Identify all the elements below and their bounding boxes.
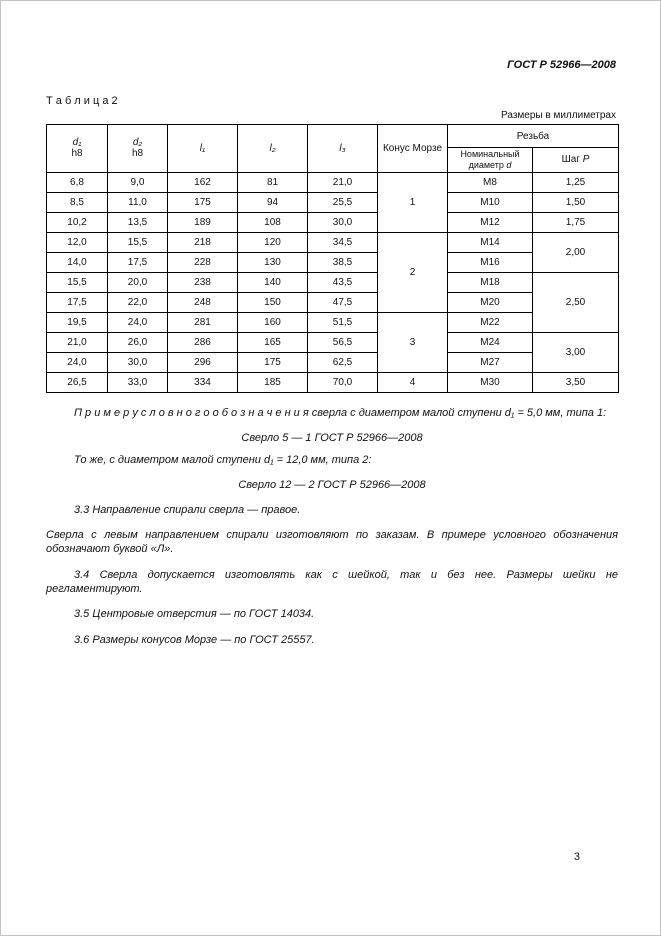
col-header-thread-diameter xyxy=(448,148,533,173)
cell-pitch: 1,50 xyxy=(533,192,619,212)
cell-diam: M24 xyxy=(448,332,533,352)
cell-l2: 120 xyxy=(238,232,308,252)
cell-l1: 238 xyxy=(168,272,238,292)
cell-l1: 189 xyxy=(168,212,238,232)
cell-d1: 15,5 xyxy=(47,272,108,292)
example-intro-spaced: П р и м е р у с л о в н о г о о б о з н а ч е н и я xyxy=(74,406,309,419)
cell-l3: 21,0 xyxy=(308,172,378,192)
note-3-3-continued: Сверла с левым направлением спирали изготовляют по заказам. В примере условного обозначения обозначают буквой «Л». xyxy=(46,529,618,556)
d2-symbol: d₂ xyxy=(132,137,143,149)
pitch-label: Шаг xyxy=(561,154,580,166)
page-number: 3 xyxy=(573,851,580,863)
table-row xyxy=(47,332,619,352)
table-row xyxy=(47,272,619,292)
cell-diam: M8 xyxy=(448,172,533,192)
cell-l3: 43,5 xyxy=(308,272,378,292)
cell-morse: 2 xyxy=(378,232,448,312)
table-body xyxy=(47,172,619,392)
cell-morse: 1 xyxy=(378,172,448,232)
table-caption: Т а б л и ц а 2 xyxy=(46,95,118,107)
example-intro-rest: сверла с диаметром малой ступени d₁ = 5,0 мм, типа 1: xyxy=(311,406,607,419)
table-header xyxy=(47,125,619,173)
cell-d2: 24,0 xyxy=(108,312,168,332)
cell-l1: 248 xyxy=(168,292,238,312)
cell-diam: M27 xyxy=(448,352,533,372)
cell-d2: 22,0 xyxy=(108,292,168,312)
cell-l3: 38,5 xyxy=(308,252,378,272)
cell-l2: 160 xyxy=(238,312,308,332)
cell-d1: 26,5 xyxy=(47,372,108,392)
units-note: Размеры в миллиметрах xyxy=(501,110,616,121)
thread-diameter-symbol: d xyxy=(506,159,512,170)
cell-pitch: 2,50 xyxy=(533,272,619,332)
example-intro xyxy=(46,406,618,420)
cell-d2: 9,0 xyxy=(108,172,168,192)
cell-d1: 17,5 xyxy=(47,292,108,312)
d2-tolerance: h8 xyxy=(131,148,144,160)
cell-d2: 11,0 xyxy=(108,192,168,212)
cell-diam: M22 xyxy=(448,312,533,332)
pitch-symbol: Р xyxy=(582,154,590,166)
cell-d1: 21,0 xyxy=(47,332,108,352)
cell-l1: 175 xyxy=(168,192,238,212)
cell-l3: 70,0 xyxy=(308,372,378,392)
cell-diam: M20 xyxy=(448,292,533,312)
d1-symbol: d₁ xyxy=(72,137,82,149)
col-header-l3: l₃ xyxy=(308,125,378,173)
cell-l1: 218 xyxy=(168,232,238,252)
cell-diam: M30 xyxy=(448,372,533,392)
cell-d2: 33,0 xyxy=(108,372,168,392)
cell-pitch: 2,00 xyxy=(533,232,619,272)
cell-l3: 51,5 xyxy=(308,312,378,332)
note-3-3: 3.3 Направление спирали сверла — правое. xyxy=(74,503,301,516)
cell-pitch: 3,50 xyxy=(533,372,619,392)
cell-l3: 47,5 xyxy=(308,292,378,312)
cell-d2: 26,0 xyxy=(108,332,168,352)
cell-l2: 130 xyxy=(238,252,308,272)
cell-l1: 281 xyxy=(168,312,238,332)
table-row xyxy=(47,172,619,192)
cell-pitch: 1,75 xyxy=(533,212,619,232)
cell-l1: 334 xyxy=(168,372,238,392)
notes-section xyxy=(46,406,618,647)
cell-l3: 34,5 xyxy=(308,232,378,252)
cell-pitch: 1,25 xyxy=(533,172,619,192)
table-row xyxy=(47,212,619,232)
cell-d2: 15,5 xyxy=(108,232,168,252)
cell-l2: 81 xyxy=(238,172,308,192)
table-row xyxy=(47,232,619,252)
cell-d1: 6,8 xyxy=(47,172,108,192)
cell-l2: 94 xyxy=(238,192,308,212)
cell-diam: M12 xyxy=(448,212,533,232)
note-3-4: 3.4 Сверла допускается изготовлять как с шейкой, так и без нее. Размеры шейки не регламентируют. xyxy=(46,568,618,595)
col-header-d1 xyxy=(47,125,108,173)
note-3-5: 3.5 Центровые отверстия — по ГОСТ 14034. xyxy=(74,608,315,621)
cell-d2: 20,0 xyxy=(108,272,168,292)
cell-l1: 286 xyxy=(168,332,238,352)
cell-l2: 185 xyxy=(238,372,308,392)
cell-diam: M14 xyxy=(448,232,533,252)
col-header-thread-group: Резьба xyxy=(448,125,619,148)
col-header-morse: Конус Морзе xyxy=(378,125,448,173)
col-header-l1: l₁ xyxy=(168,125,238,173)
cell-diam: M16 xyxy=(448,252,533,272)
dimensions-table xyxy=(46,124,619,393)
header-row-1 xyxy=(47,125,619,148)
cell-l2: 108 xyxy=(238,212,308,232)
designation-example-2: Сверло 12 — 2 ГОСТ Р 52966—2008 xyxy=(238,479,426,492)
cell-l1: 296 xyxy=(168,352,238,372)
cell-d2: 30,0 xyxy=(108,352,168,372)
cell-pitch: 3,00 xyxy=(533,332,619,372)
note-3-6: 3.6 Размеры конусов Морзе — по ГОСТ 25557. xyxy=(74,633,315,646)
cell-d2: 13,5 xyxy=(108,212,168,232)
table-row xyxy=(47,372,619,392)
cell-d1: 14,0 xyxy=(47,252,108,272)
cell-l3: 30,0 xyxy=(308,212,378,232)
cell-d1: 24,0 xyxy=(47,352,108,372)
cell-l3: 25,5 xyxy=(308,192,378,212)
cell-diam: M10 xyxy=(448,192,533,212)
cell-l2: 165 xyxy=(238,332,308,352)
cell-l1: 228 xyxy=(168,252,238,272)
thread-diameter-label: Номинальный диаметр xyxy=(460,149,520,170)
cell-l2: 140 xyxy=(238,272,308,292)
cell-d1: 12,0 xyxy=(47,232,108,252)
document-number: ГОСТ Р 52966—2008 xyxy=(507,59,616,71)
cell-l2: 175 xyxy=(238,352,308,372)
cell-d1: 8,5 xyxy=(47,192,108,212)
cell-diam: M18 xyxy=(448,272,533,292)
cell-l1: 162 xyxy=(168,172,238,192)
cell-l3: 62,5 xyxy=(308,352,378,372)
col-header-d2 xyxy=(108,125,168,173)
cell-l2: 150 xyxy=(238,292,308,312)
designation-example-1: Сверло 5 — 1 ГОСТ Р 52966—2008 xyxy=(241,431,423,444)
cell-morse: 3 xyxy=(378,312,448,372)
cell-d2: 17,5 xyxy=(108,252,168,272)
cell-morse: 4 xyxy=(378,372,448,392)
cell-d1: 10,2 xyxy=(47,212,108,232)
page-content xyxy=(1,1,660,647)
cell-l3: 56,5 xyxy=(308,332,378,352)
same-intro: То же, с диаметром малой ступени d₁ = 12,0 мм, типа 2: xyxy=(74,454,372,467)
cell-d1: 19,5 xyxy=(47,312,108,332)
table-row xyxy=(47,192,619,212)
col-header-l2: l₂ xyxy=(238,125,308,173)
col-header-pitch xyxy=(533,148,619,173)
d1-tolerance: h8 xyxy=(71,148,83,160)
